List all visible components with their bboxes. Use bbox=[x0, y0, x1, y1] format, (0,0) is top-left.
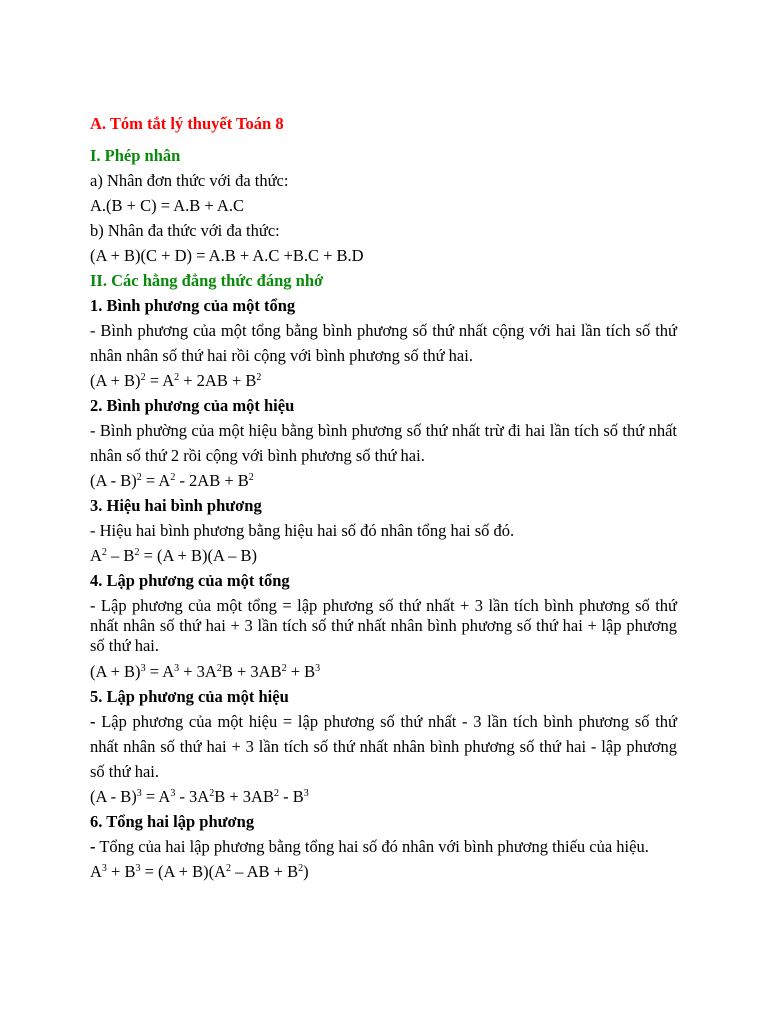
identity-heading: 6. Tổng hai lập phương bbox=[90, 812, 255, 831]
monomial-label: a) Nhân đơn thức với đa thức: bbox=[90, 171, 289, 190]
identity-formula: $A^2 - B^2 = (A + B)(A - B)$ bbox=[90, 546, 258, 565]
identity-formula: $(A + B)^3 = A^3 + 3A^2B + 3AB^2 + B^3$ bbox=[90, 662, 321, 681]
document-title: A. Tóm tắt lý thuyết Toán 8 bbox=[90, 114, 284, 133]
identity-formula: $(A - B)^3 = A^3 - 3A^2B + 3AB^2 - B^3$ bbox=[90, 787, 309, 806]
identity-heading: 3. Hiệu hai bình phương bbox=[90, 496, 262, 515]
identity-formula: $(A - B)^2 = A^2 - 2AB + B^2$ bbox=[90, 471, 254, 490]
monomial-formula: A.(B + C) = A.B + A.C bbox=[90, 196, 244, 215]
section-heading-multiplication: I. Phép nhân bbox=[90, 146, 181, 165]
section-heading-identities: II. Các hằng đẳng thức đáng nhớ bbox=[90, 271, 324, 290]
identity-formula: $(A + B)^2 = A^2 + 2AB + B^2$ bbox=[90, 371, 262, 390]
identity-description: - Bình phương của một tổng bằng bình phương số thứ nhất cộng với hai lần tích số thứ nhân nhân số thứ hai rồi cộng với bình phương số thứ hai. bbox=[90, 321, 677, 365]
polynomial-formula: (A + B)(C + D) = A.B + A.C +B.C + B.D bbox=[90, 246, 364, 265]
document-body bbox=[90, 111, 677, 884]
identity-heading: 5. Lập phương của một hiệu bbox=[90, 687, 289, 706]
identity-formula: $A^3 + B^3 = (A + B)(A^2$ – AB + $B^2$) bbox=[90, 862, 309, 881]
identity-heading: 2. Bình phương của một hiệu bbox=[90, 396, 295, 415]
identity-description: - Hiệu hai bình phương bằng hiệu hai số đó nhân tổng hai số đó. bbox=[90, 521, 515, 540]
identity-description: - Bình phường của một hiệu bằng bình phương số thứ nhất trừ đi hai lần tích số thứ nhất nhân số thứ 2 rồi cộng với bình phương số thứ hai. bbox=[90, 421, 677, 465]
identity-description: - Tổng của hai lập phương bằng tổng hai số đó nhân với bình phương thiếu của hiệu. bbox=[90, 837, 649, 856]
identity-description: - Lập phương của một hiệu = lập phương số thứ nhất - 3 lần tích bình phương số thứ nhất nhân số thứ hai + 3 lần tích số thứ nhất nhân bình phương số thứ hai - lập phương số thứ hai. bbox=[90, 712, 677, 781]
polynomial-label: b) Nhân đa thức với đa thức: bbox=[90, 221, 280, 240]
identity-heading: 4. Lập phương của một tổng bbox=[90, 571, 290, 590]
identity-heading: 1. Bình phương của một tổng bbox=[90, 296, 296, 315]
identity-description: - Lập phương của một tổng = lập phương số thứ nhất + 3 lần tích bình phương số thứ nhất nhân số thứ hai + 3 lần tích số thứ nhất nhân bình phương số thứ hai + lập phương số thứ hai. bbox=[90, 596, 677, 655]
